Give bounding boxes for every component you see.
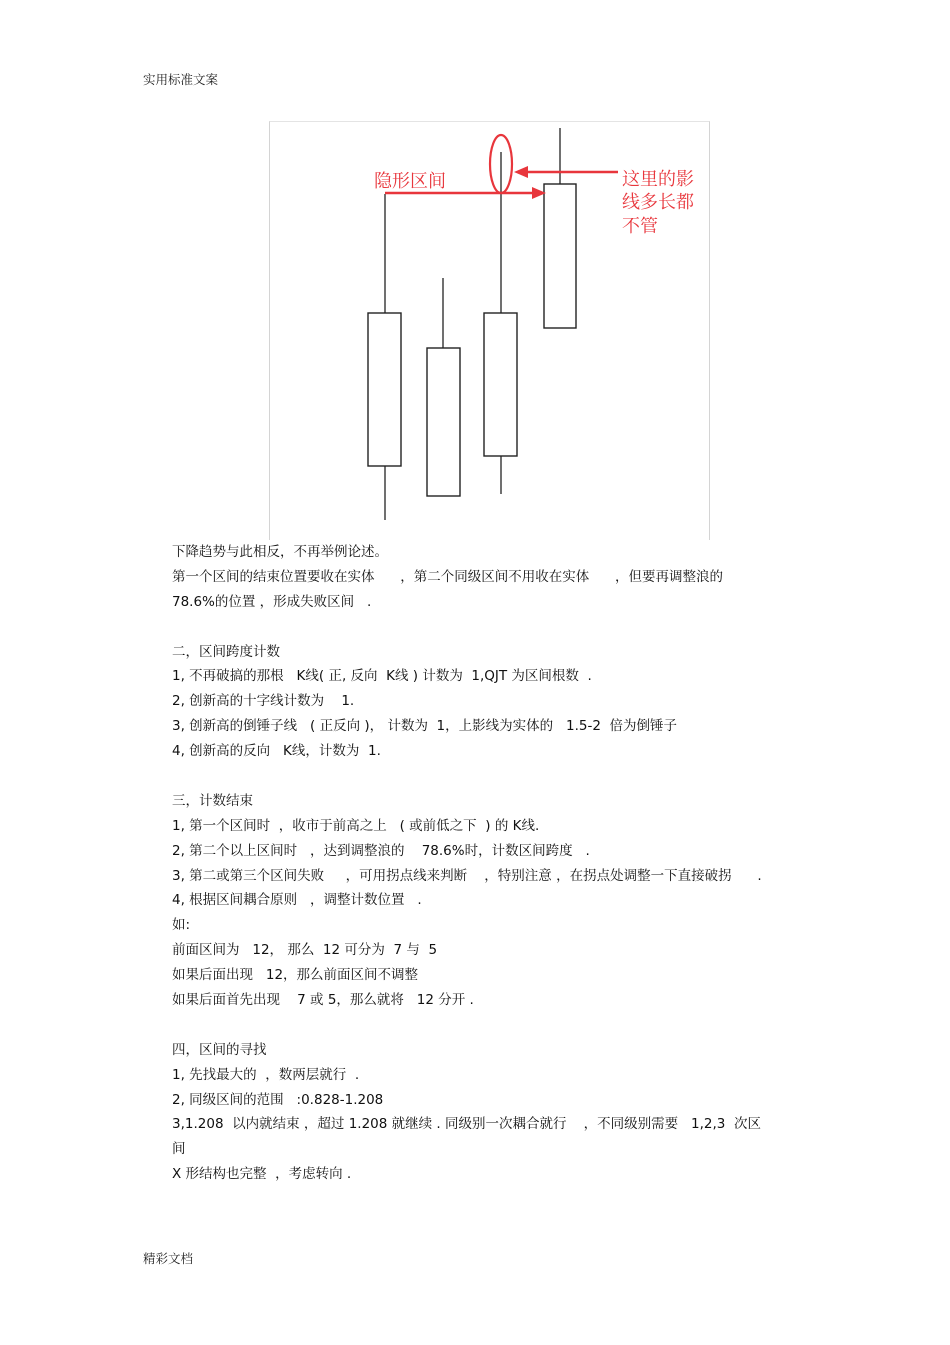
section-4-item-3-cont: 间 xyxy=(172,1141,186,1158)
candle-4-body xyxy=(544,184,576,328)
section-3-item-5: 如: xyxy=(172,917,191,934)
section-4-item-1: 1, 先找最大的 ，数两层就行 . xyxy=(172,1066,360,1083)
label-shadow-line-1: 这里的影 xyxy=(622,169,694,190)
intro-line-1: 下降趋势与此相反，不再举例论述。 xyxy=(172,544,388,560)
section-3-item-3: 3, 第二或第三个区间失败 ，可用拐点线来判断 ，特别注意 ，在拐点处调整一下直接破拐 . xyxy=(172,867,762,884)
shadow-arrowhead xyxy=(514,166,528,178)
section-2-item-1: 1, 不再破搞的那根 K线( 正, 反向 K线 ) 计数为 1,QJT 为区间根数 . xyxy=(172,668,592,685)
candlestick-figure xyxy=(269,121,710,540)
section-3-item-4: 4, 根据区间耦合原则 ，调整计数位置 . xyxy=(172,892,422,909)
candlestick-diagram xyxy=(270,122,711,541)
section-3-title: 三，计数结束 xyxy=(172,792,253,809)
section-3-item-6: 前面区间为 12， 那么 12 可分为 7 与 5 xyxy=(172,942,438,959)
section-4-item-3: 3,1.208 以内就结束 ，超过 1.208 就继续 . 同级别一次耦合就行 ，不同级别需要 1,2,3 次区 xyxy=(172,1116,761,1133)
page-footer: 精彩文档 xyxy=(143,1251,194,1266)
intro-line-2: 第一个区间的结束位置要收在实体 ，第二个同级区间不用收在实体 ，但要再调整浪的 xyxy=(172,568,723,585)
section-3-item-8: 如果后面首先出现 7 或 5，那么就将 12 分开 . xyxy=(172,992,474,1009)
section-4-title: 四，区间的寻找 xyxy=(172,1041,267,1058)
candle-3-body xyxy=(484,313,517,456)
intro-line-3: 78.6%的位置 ，形成失败区间 . xyxy=(172,593,372,610)
section-4-item-4: X 形结构也完整 ，考虑转向 . xyxy=(172,1166,352,1183)
section-3-item-1: 1, 第一个区间时 ，收市于前高之上 ( 或前低之下 ) 的 K线. xyxy=(172,817,540,834)
section-2-title: 二，区间跨度计数 xyxy=(172,643,280,660)
section-2-item-3: 3, 创新高的倒锤子线 ( 正反向 )， 计数为 1，上影线为实体的 1.5-2 倍为倒锤子 xyxy=(172,718,678,735)
candle-2-body xyxy=(427,348,460,496)
page-header: 实用标准文案 xyxy=(143,72,219,87)
candle-1-body xyxy=(368,313,401,466)
document-body xyxy=(172,540,812,1187)
section-3-item-2: 2, 第二个以上区间时 ，达到调整浪的 78.6%时，计数区间跨度 . xyxy=(172,842,590,859)
label-shadow-line-2: 线多长都 xyxy=(622,192,694,213)
section-4-item-2: 2, 同级区间的范围 :0.828-1.208 xyxy=(172,1091,384,1108)
label-shadow-line-3: 不管 xyxy=(622,216,658,237)
section-3-item-7: 如果后面出现 12，那么前面区间不调整 xyxy=(172,967,419,984)
label-hidden-zone: 隐形区间 xyxy=(374,171,446,192)
section-2-item-4: 4, 创新高的反向 K线，计数为 1. xyxy=(172,743,381,760)
section-2-item-2: 2, 创新高的十字线计数为 1. xyxy=(172,693,355,710)
